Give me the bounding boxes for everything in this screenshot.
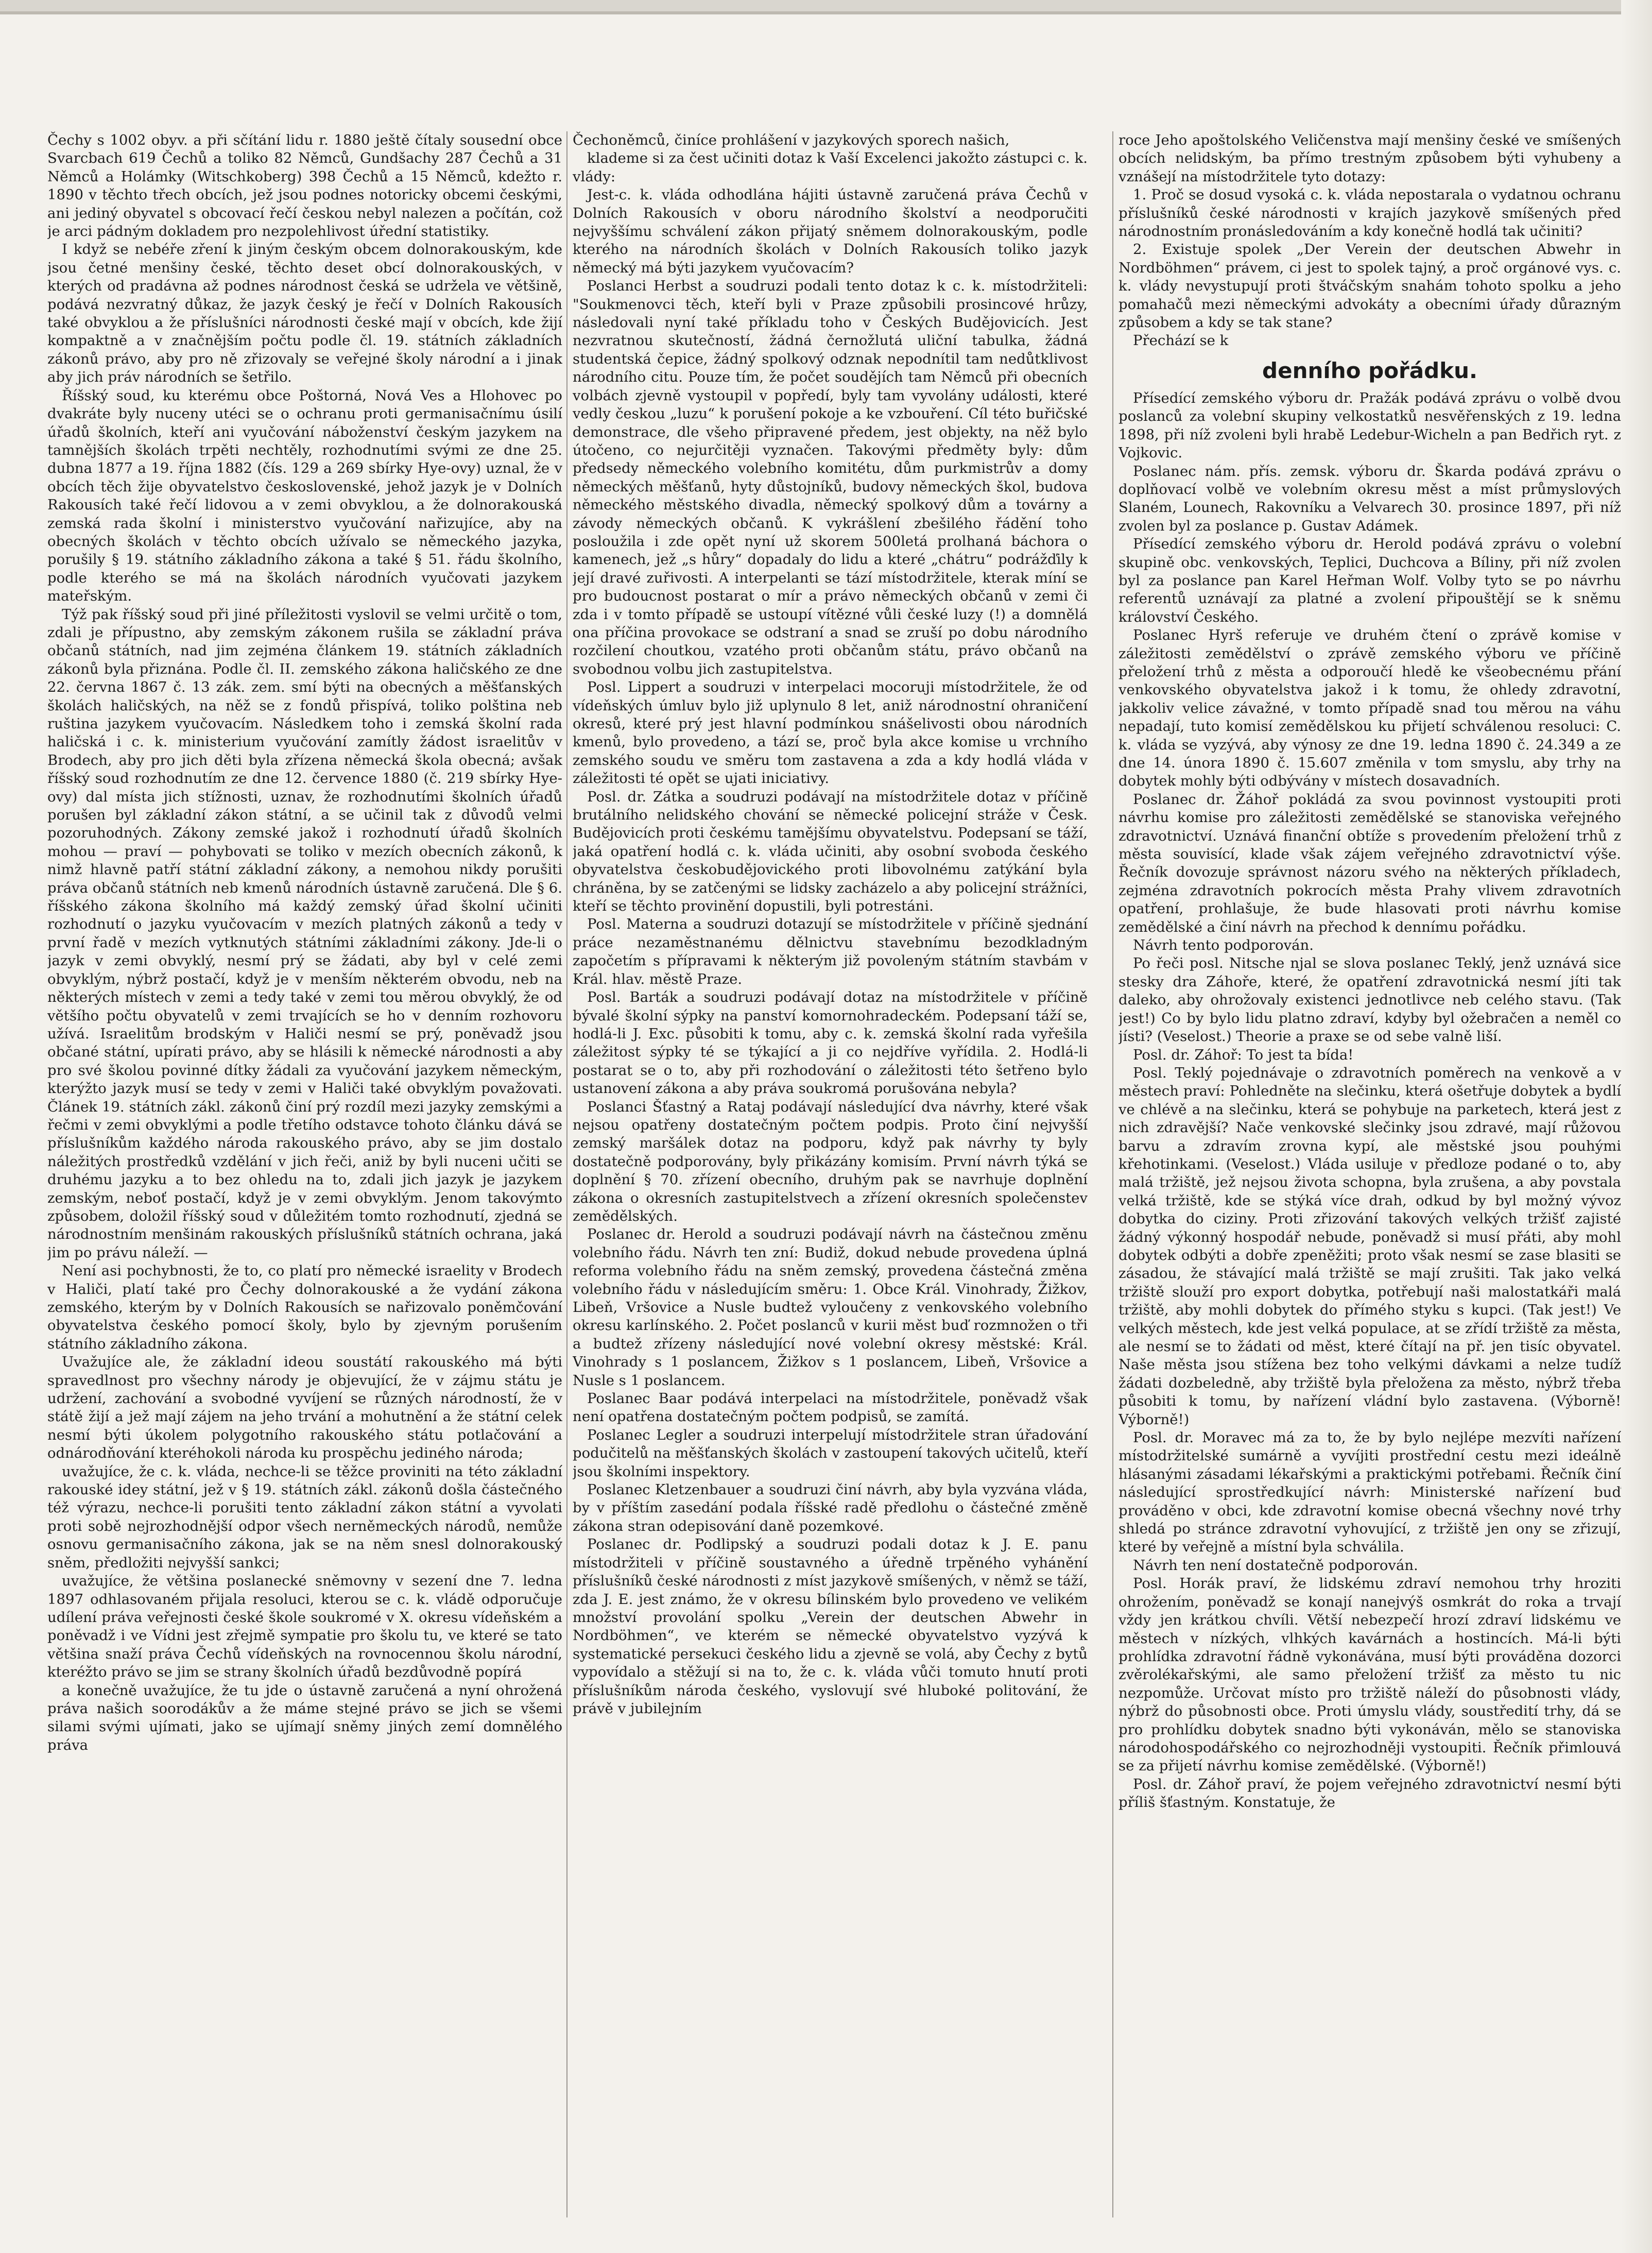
paragraph: Poslanci Šťastný a Rataj podávají následující dva návrhy, které však nejsou opatřeny dostatečným počtem podpis. Proto činí nejvyšší zemský maršálek dotaz na podporu, když pak návrhy ty byly dostatečně podporovány, byly přikázány komisím. První návrh týká se doplnění § 70. zřízení obecního, druhým pak se navrhuje doplnění zákona o okresních zastupitelstvech a zřízení okresních společenstev zemědělských. [573,1098,1088,1224]
paragraph: Poslanec nám. přís. zemsk. výboru dr. Škarda podává zprávu o doplňovací volbě ve volebním okresu měst a míst průmyslových Slaném, Lounech, Rakovníku a Velvarech 30. prosince 1897, při níž zvolen byl za poslance p. Gustav Adámek. [1118,463,1621,534]
paragraph: uvažujíce, že c. k. vláda, nechce-li se těžce proviniti na této základní rakouské idey státní, jež v § 19. státních zákl. zákonů došla částečného též výrazu, nechce-li porušiti tento základní zákon státní a vyvolati proti sobě nejrozhodnější odpor všech nerněmeckých národů, nemůže osnovu germanisačního zákona, jak se na něm snesl dolnorakouský sněm, předložiti nejvyšší sankci; [47,1463,562,1571]
paragraph: Poslanec Hyrš referuje ve druhém čtení o zprávě komise v záležitosti zemědělství o zprávě zemského výboru ve příčině přeložení trhů z města a odporoučí hledě ke všeobecnému přání venkovského obyvatelstva jakož i k tomu, že ohledy zdravotní, jakkoliv velice závažné, v tomto případě snad tou měrou na váhu nepadají, tuto komisí zemědělskou ku přijetí schválenou resoluci: C. k. vláda se vyzývá, aby výnosy ze dne 19. ledna 1890 č. 24.349 a ze dne 14. února 1890 č. 15.607 změnila v tom smyslu, aby trhy na dobytek mohly býti odbývány v místech dosavadních. [1118,627,1621,790]
text-column-middle [573,131,1088,2217]
column-rule-2 [1112,131,1113,2217]
paragraph: Poslanec dr. Podlipský a soudruzi podali dotaz k J. E. panu místodržiteli v příčině soustavného a úředně trpěného vyhánění příslušníků české národnosti z míst jazykově smíšených, v němž se táží, zda J. E. jest známo, že v okresu bílinském bylo provedeno ve velikém množství provolání spolku „Verein der deutschen Abwehr in Nordböhmen“, ve kterém se německé obyvatelstvo vyzývá k systematické persekuci českého lidu a zjevně se volá, aby Čechy z bytů vypovídalo a stěžují si na to, že c. k. vláda vůči tomuto hnutí proti příslušníkům národa českého, vyslovují své hluboké politování, že právě v jubilejním [573,1536,1088,1717]
paragraph: Poslanec dr. Žáhoř pokládá za svou povinnost vystoupiti proti návrhu komise pro záležitosti zemědělské se stanoviska veřejného zdravotnictví. Uznává finanční obtíže s provedením přeložení trhů z města souvisící, klade však zájem veřejného zdravotnictví výše. Řečník dovozuje správnost názoru svého na některých příkladech, zejména zdravotních pokrocích města Prahy vlivem zdravotních opatření, prohlašuje, že bude hlasovati proti návrhu komise zemědělské a činí návrh na přechod k dennímu pořádku. [1118,791,1621,935]
paragraph: Poslanec Kletzenbauer a soudruzi činí návrh, aby byla vyzvána vláda, by v příštím zasedání podala říšské radě předlohu o částečné změně zákona stran odepisování daně pozemkové. [573,1481,1088,1534]
paragraph: Uvažujíce ale, že základní ideou soustátí rakouského má býti spravedlnost pro všechny národy je objevující, že v zájmu státu je udržení, zachování a svobodné vyvíjení se různých národností, že v státě žijí a jež mají zájem na jeho trvání a mohutnění a že státní celek nesmí býti úkolem polygotního rakouského státu potlačování a odnárodňování kteréhokoli národa ku prospěchu jediného národa; [47,1354,562,1462]
paragraph: Po řeči posl. Nitsche njal se slova poslanec Teklý, jenž uznává sice stesky dra Záhoře, které, že opatření zdravotnická nesmí jíti tak daleko, aby ohrožovaly existenci jednotlivce neb celého stavu. (Tak jest!) Co by bylo lidu platno zdraví, kdyby byl ožebračen a neměl co jísti? (Veselost.) Theorie a praxe se od sebe valně liší. [1118,955,1621,1045]
paragraph: Návrh tento podporován. [1133,937,1314,954]
column-rule-1 [566,131,567,2217]
paragraph: Posl. Teklý pojednávaje o zdravotních poměrech na venkově a v městech praví: Pohledněte na slečinku, která ošetřuje dobytek a bydlí ve chlévě a na slečinku, která se pohybuje na parketech, která jest z nich zdravější? Nače venkovské slečinky jsou zdravé, mají růžovou barvu a zdravím zrovna kypí, ale městské jsou pouhými křehotinkami. (Veselost.) Vláda usiluje v předloze podané o to, aby malá tržiště, jež nejsou života schopna, byla zrušena, a aby povstala velká tržiště, kde se stýká více drah, odkud by byl možný vývoz dobytka do ciziny. Proti zřizování takových velkých tržišť zajisté žádný výkonný hospodář nebude, poněvadž si musí přáti, aby mohl dobytek odbýti a dobře zpeněžiti; proto však nesmí se zase blasiti se zásadou, že stávající malá tržiště se mají zrušiti. Tak jako velká tržiště slouží pro export dobytka, potřebují naši malostatkáři malá tržiště, aby mohli dobytek do přímého styku s kupci. (Tak jest!) Ve velkých městech, kde jest velká populace, at se zřídí tržiště za města, ale nesmí se to žádati od měst, které čítají na př. jen tisíc obyvatel. Naše města jsou stížena bez toho velkými dávkami a nelze tudíž žádati dozbeledně, aby tržiště byla přeložena za město, nýbrž třeba působiti k tomu, by nařízení vládní bylo zastavena. (Výborně! Výborně!) [1118,1064,1621,1428]
paragraph: I když se nebéře zření k jiným českým obcem dolnorakouským, kde jsou četné menšiny české, těchto deset obcí dolnorakouských, v kterých od pradávna až podnes národnost česká se udržela ve většině, podává nezvratný důkaz, že jazyk český je řečí v Dolních Rakousích také obvyklou a že příslušníci národnosti české mají v obcích, kde žijí kompaktně a v značnějším počtu podle čl. 19. státních základních zákonů právo, aby pro ně zřizovaly se veřejné školy národní a i jinak aby jich práv národních se šetřilo. [47,241,562,386]
paragraph: Čechoněmců, činíce prohlášení v jazykových sporech našich, [573,132,1010,148]
paragraph: Návrh ten není dostatečně podporován. [1133,1557,1418,1574]
paragraph: Posl. Barták a soudruzi podávají dotaz na místodržitele v příčině bývalé školní sýpky na panství komornohradeckém. Podepsaní táží se, hodlá-li J. Exc. působiti k tomu, aby c. k. zemská školní rada vyřešila záležitost sýpky té se týkající a ji co nejdříve vyřídila. 2. Hodlá-li postarat se o to, aby při rozhodování o záležitosti této šetřeno bylo ustanovení zákona a aby práva soukromá porušována nebyla? [573,989,1088,1097]
paragraph: 1. Proč se dosud vysoká c. k. vláda nepostarala o vydatnou ochranu příslušníků české národnosti v krajích jazykově smíšených před národnostním pronásledováním a kdy konečně hodlá tak učiniti? [1118,186,1621,240]
page-right-edge [1621,0,1652,2253]
paragraph: Posl. Materna a soudruzi dotazují se místodržitele v příčině sjednání práce nezaměstnanému dělnictvu stavebnímu bezodkladným započetím s přípravami k některým již povoleným státním stavbám v Král. hlav. městě Praze. [573,916,1088,987]
paragraph: Jest-c. k. vláda odhodlána hájiti ústavně zaručená práva Čechů v Dolních Rakousích v oboru národního školství a neodporučiti nejvyššímu schválení zákon přijatý sněmem dolnorakouským, podle kterého na národních školách v Dolních Rakousích toliko jazyk německý má býti jazykem vyučovacím? [573,186,1088,276]
paragraph: Poslanec Legler a soudruzi interpelují místodržitele stran úřadování podučitelů na měšťanských školách v zastoupení takových učitelů, kteří jsou školními inspektory. [573,1426,1088,1480]
paragraph: a konečně uvažujíce, že tu jde o ústavně zaručená a nyní ohrožená práva našich soorodákův a že máme stejné právo se jich se všemi silami svými ujímati, jako se ujímají sněmy jiných zemí domnělého práva [47,1682,562,1753]
paragraph: Posl. dr. Zátka a soudruzi podávají na místodržitele dotaz v příčině brutálního nelidského chování se německé policejní stráže v Česk. Budějovicích proti českému tamějšímu obyvatelstvu. Podepsaní se táží, jaká opatření hodlá c. k. vláda učiniti, aby osobní svoboda českého obyvatelstva českobudějovického proti libovolnému zatýkání byla chráněna, by se zatčenými se lidsky zacházelo a aby policejní strážníci, kteří se těchto provinění dopustili, byli potrestáni. [573,788,1088,915]
paragraph: Přísedící zemského výboru dr. Herold podává zprávu o volební skupině obc. venkovských, Teplici, Duchcova a Bíliny, při níž zvolen byl za poslance pan Karel Heřman Wolf. Volby tyto se po návrhu referentů uznávají za platné a zvolení připouštějí se k sněmu království Českého. [1118,536,1621,625]
section-heading: denního pořádku. [1262,357,1477,383]
paragraph: Posl. dr. Moravec má za to, že by bylo nejlépe mezvíti nařízení místodržitelské sumárně a vyvíjiti prostřední cestu mezi ideálně hlásanými zásadami lékařskými a praktickými potřebami. Řečník činí následující sprostředkující návrh: Ministerské nařízení buď prováděno v obci, kde zdravotní komise obecná všechny nové trhy shledá po stránce zdravotní vyhovující, z tržiště jen ony se zřizují, které by veřejně a místní byla schválila. [1118,1429,1621,1556]
paragraph: Říšský soud, ku kterému obce Poštorná, Nová Ves a Hlohovec po dvakráte byly nuceny utéci se o ochranu proti germanisačnímu úsilí úřadů školních, kteří ani vyučování náboženství českým jazykem na tamnějších školách trpěti nechtěly, rozhodnutími svými ze dne 25. dubna 1877 a 19. října 1882 (čís. 129 a 269 sbírky Hye-ovy) uznal, že v obcích těch žije obyvatelstvo československé, jehož jazyk je v Dolních Rakousích také řečí lidovou a v zemi obvyklou, a že dolnorakouská zemská rada školní i ministerstvo vyučování nařizujíce, aby na obecných školách v těchto obcích užívalo se německého jazyka, porušily § 19. státního základního zákona a také § 51. řádu školního, podle kterého se má na školách národních vyučovati jazykem mateřským. [47,387,562,605]
paragraph: Posl. dr. Záhoř praví, že pojem veřejného zdravotnictví nesmí býti příliš šťastným. Konstatuje, že [1118,1776,1621,1811]
paragraph: Přechází se k [1133,332,1229,349]
paragraph: Posl. Lippert a soudruzi v interpelaci mocoruji místodržitele, že od vídeňských úmluv bylo již uplynulo 8 let, aniž národnostní ohraničení okresů, které prý jest hlavní podmínkou snášelivosti obou národních kmenů, bylo provedeno, a tází se, proč byla akce komise u vrchního zemského soudu ve směru tom zastavena a zda a kdy hodlá vláda v záležitosti té opět se ujati iniciativy. [573,679,1088,787]
paragraph: Není asi pochybnosti, že to, co platí pro německé israelity v Brodech v Haliči, platí také pro Čechy dolnorakouské a že vydání zákona zemského, kterým by v Dolních Rakousích se nařizovalo poněmčování obyvatelstva českého pomocí školy, bylo by zjevným porušením státního základního zákona. [47,1262,562,1352]
paragraph: Posl. Horák praví, že lidskému zdraví nemohou trhy hroziti ohrožením, poněvadž se konají nanejvýš osmkrát do roka a trvají vždy jen krátkou chvíli. Větší nebezpečí hrozí zdraví lidskému ve městech v nízkých, vlhkých kavárnách a hostincích. Má-li býti prohlídka zdravotní řádně vykonávána, musí býti prováděna dozorci zvěrolékařskými, ale samo přeložení tržišť za město tu nic nezpomůže. Určovat místo pro tržiště náleží do působnosti vlády, nýbrž do působnosti obce. Proti úmyslu vlády, soustředití trhy, dá se pro prohlídku dobytek snadno býti vykonáván, mělo se stanoviska národohospodářského co nejrozhodněji vystoupiti. Řečník přimlouvá se za přijetí návrhu komise zemědělské. (Výborně!) [1118,1575,1621,1774]
text-column-left [47,131,562,2217]
paragraph: Posl. dr. Záhoř: To jest ta bída! [1133,1046,1354,1063]
page-top-rule [0,11,1652,14]
paragraph: Týž pak říšský soud při jiné příležitosti vyslovil se velmi určitě o tom, zdali je přípustno, aby zemským zákonem rušila se základní práva občanů státních, nad jim zejména článkem 19. státních základních zákonů byla přiznána. Podle čl. II. zemského zákona haličského ze dne 22. června 1867 č. 13 zák. zem. smí býti na obecných a měšťanských školách haličských, na něž se z fondů přispívá, toliko polština neb ruština jazykem vyučovacím. Následkem toho i zemská školní rada haličská i c. k. ministerium vyučování zamítly žádost israelitův v Brodech, aby pro jich děti byla zřízena německá škola obecná; avšak říšský soud rozhodnutím ze dne 12. července 1880 (č. 219 sbírky Hye-ovy) dal místa jich stížnosti, uznav, že rozhodnutími školních úřadů porušen byl základní zákon státní, a se učinil tak z důvodů velmi pozoruhodných. Zákony zemské jakož i rozhodnutí úřadů školních mohou — praví — pohybovati se toliko v mezích obecních zákonů, k nimž hlavně patří státní základní zákony, a nemohou nikdy porušiti práva občanů státních neb kmenů národních ústavně zaručená. Dle § 6. říšského zákona školního má každý zemský úřad školní učiniti rozhodnutí o jazyku vyučovacím v mezích platných zákonů a tedy v první řadě v mezích vytknutých státními základními zákony. Jde-li o jazyk v zemi obvyklý, nesmí prý se žádati, aby byl v celé zemi obvyklým, nýbrž postačí, když je v menším některém obvodu, neb na některých místech v zemi a tedy také v zemi tou měrou obvyklý, že od většího počtu obyvatelů v zemi trvajících se ho v denním rozhovoru užívá. Israelitům brodským v Haliči nesmí se prý, poněvadž jsou občané státní, upírati právo, aby se hlásili k německé národnosti a aby pro své školou povinné dítky žádali za vyučování jazykem německým, kterýžto jazyk musí se tedy v zemi v Haliči také obvyklým považovati. Článek 19. státních zákl. zákonů činí prý rozdíl mezi jazyky zemskými a řečmi v zemi obvyklými a podle třetího odstavce tohoto článku dává se příslušníkům každého národa rakouského právo, aby se jim dostalo náležitých prostředků vzdělání v jich řeči, aniž by byli nuceni učiti se druhému jazyku a to bez ohledu na to, zdali jich jazyk je jazykem zemským, neboť postačí, když je v zemi obvyklým. Jenom takovýmto způsobem, doložil říšský soud v důležitém tomto rozhodnutí, zjedná se národnostním menšinám rakouských příslušníků státních ochrana, jaká jim po právu náleží. — [47,606,562,1261]
paragraph: roce Jeho apoštolského Veličenstva mají menšiny české ve smíšených obcích nelidským, ba přímo trestným způsobem býti vyhubeny a vznášejí na místodržitele tyto dotazy: [1118,132,1621,185]
text-column-right [1118,131,1621,2217]
paragraph: 2. Existuje spolek „Der Verein der deutschen Abwehr in Nordböhmen“ právem, ci jest to spolek tajný, a proč orgánové vys. c. k. vlády nevystupují proti štváčským snahám tohoto spolku a jeho pomahačů mezi německými advokáty a obecními úřady důrazným způsobem a kdy se tak stane? [1118,241,1621,331]
page-top-edge [0,0,1652,11]
paragraph: Poslanec dr. Herold a soudruzi podávají návrh na částečnou změnu volebního řádu. Návrh ten zní: Budiž, dokud nebude provedena úplná reforma volebního řádu na sněm zemský, provedena částečná změna volebního řádu v následujícím směru: 1. Obce Král. Vinohrady, Žižkov, Libeň, Vršovice a Nusle budtež vyloučeny z venkovského volebního okresu karlínského. 2. Počet poslanců v kurii měst buď rozmnožen o tři a budtež zřízeny následující nové volební okresy městské: Král. Vinohrady s 1 poslancem, Žižkov s 1 poslancem, Libeň, Vršovice a Nusle s 1 poslancem. [573,1226,1088,1389]
paragraph: Čechy s 1002 obyv. a při sčítání lidu r. 1880 ještě čítaly sousední obce Svarcbach 619 Čechů a toliko 82 Němců, Gundšachy 287 Čechů a 31 Němců a Holámky (Witschkoberg) 398 Čechů a 15 Němců, kdežto r. 1890 v těchto třech obcích, jež jsou podnes notoricky obcemi českými, ani jediný obyvatel s obcovací řečí českou nebyl nalezen a počítán, což je arci pádným dokladem pro nezpolehlivost úřední statistiky. [47,132,562,240]
paragraph: klademe si za čest učiniti dotaz k Vaší Excelenci jakožto zástupci c. k. vlády: [573,150,1088,185]
paragraph: Poslanec Baar podává interpelaci na místodržitele, poněvadž však není opatřena dostatečným počtem podpisů, se zamítá. [573,1390,1088,1425]
paragraph: Přísedící zemského výboru dr. Pražák podává zprávu o volbě dvou poslanců za volební skupiny velkostatků nesvěřenských z 19. ledna 1898, při níž zvoleni byli hrabě Ledebur-Wicheln a pan Bedřich ryt. z Vojkovic. [1118,389,1621,462]
paragraph: uvažujíce, že většina poslanecké sněmovny v sezení dne 7. ledna 1897 odhlasovaném přijala resoluci, kterou se c. k. vládě odporučuje udílení práva veřejnosti české škole soukromé v X. okresu vídeňském a poněvadž i ve Vídni jest zřejmě sympatie pro školu tu, ve které se tato většina snaží práva Čechů vídeňských na rovnocennou školu národní, kteréžto právo se jim se strany školních úřadů bezdůvodně popírá [47,1573,562,1681]
paragraph: Poslanci Herbst a soudruzi podali tento dotaz k c. k. místodržiteli: "Soukmenovci těch, kteří byli v Praze způsobili prosincové hrůzy, následovali nyní také příkladu toho v Českých Budějovicích. Jest nezvratnou skutečností, žádná černožlutá uliční tabulka, žádná studentská čepice, žádný spolkový odznak nepodnítil tam nedůtklivost národního citu. Pouze tím, že počet soudějích tam Němců při obecních volbách zjevně vystoupil v popředí, byly tam vyvolány události, které vedly českou „luzu“ k porušení pokoje a ke vzbouření. Cíl této buřičské demonstrace, dle všeho připravené předem, jest objekty, na něž bylo útočeno, co nejurčitěji vyznačen. Takovými předměty byly: dům předsedy německého volebního komitétu, dům purkmistrův a domy německých měšťanů, hyty důstojníků, budovy německých škol, budova německého městského divadla, německý spolkový dům a továrny a závody německých občanů. K vykrášlení zbešilého řádění toho posloužila i zde opět nyní už skorem 500letá prolhaná báchora o kamenech, jež „s hůry“ dopadaly do lidu a které „chátru“ podrážďily k její dravé zuřivosti. A interpelanti se tází místodržitele, kterak míní se pro budoucnost postarat o mír a právo německých občanů v zemi či zda i v tomto případě se ustoupí vítězné vůli české luzy (!) a domnělá ona příčina provokace se odstraní a snad se zruší po dobu národního rozčilení choutkou, vzatého proti občanům státu, právo občanů na svobodnou volbu jich zastupitelstva. [573,278,1088,677]
